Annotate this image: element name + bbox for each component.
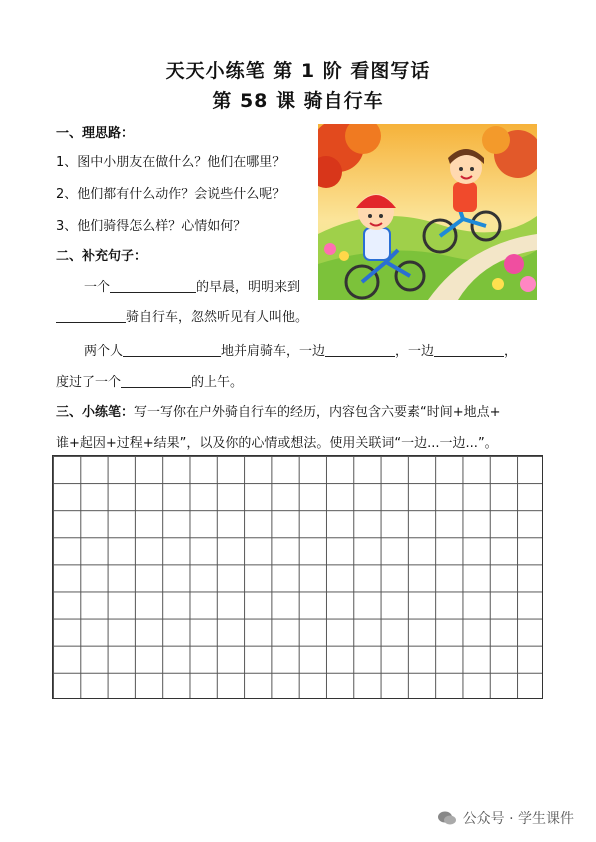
- sentence-4-part-a: 度过了一个: [56, 375, 122, 390]
- practice-text-1: 写一写你在户外骑自行车的经历，内容包含六要素“时间+地点+: [134, 405, 501, 420]
- practice-line-1: [56, 401, 501, 420]
- sentence-2: [56, 306, 308, 325]
- section-heading-practice: 三、小练笔：: [56, 405, 135, 420]
- fill-blank-3[interactable]: [123, 344, 221, 357]
- wechat-icon: [437, 810, 457, 826]
- watermark-text: 公众号 · 学生课件: [462, 811, 574, 827]
- sentence-4: [56, 371, 243, 390]
- illustration-svg: [318, 124, 537, 300]
- page-title: 天天小练笔 第 1 阶 看图写话: [165, 60, 431, 82]
- fill-blank-1[interactable]: [110, 280, 196, 293]
- sentence-2-part-a: 骑自行车，忽然听见有人叫他。: [126, 310, 309, 325]
- sentence-3-part-c: ，一边: [395, 344, 435, 359]
- sentence-3-part-d: ，: [504, 344, 518, 359]
- fill-blank-4[interactable]: [325, 344, 395, 357]
- practice-text-2: 谁+起因+过程+结果”，以及你的心情或想法。使用关联词“一边...一边...”。: [56, 436, 498, 451]
- fill-blank-6[interactable]: [121, 375, 191, 388]
- section-heading-complete: 二、补充句子：: [56, 249, 148, 264]
- question-2: 2、他们都有什么动作？会说些什么呢？: [56, 187, 286, 202]
- sentence-1-part-a: 一个: [84, 280, 111, 295]
- fill-blank-5[interactable]: [434, 344, 504, 357]
- lesson-title: 第 58 课 骑自行车: [212, 90, 384, 112]
- sentence-1-part-b: 的早晨，明明来到: [196, 280, 301, 295]
- sentence-3: [84, 340, 517, 359]
- sentence-3-part-a: 两个人: [84, 344, 124, 359]
- sentence-4-part-b: 的上午。: [191, 375, 244, 390]
- kids-cycling-illustration: [318, 124, 537, 300]
- question-3: 3、他们骑得怎么样？心情如何？: [56, 219, 247, 234]
- sentence-1: [84, 276, 300, 295]
- sentence-3-part-b: 地并肩骑车，一边: [221, 344, 326, 359]
- question-1: 1、图中小朋友在做什么？他们在哪里？: [56, 155, 286, 170]
- watermark: [437, 808, 574, 828]
- writing-grid[interactable]: [52, 455, 543, 699]
- fill-blank-2[interactable]: [56, 310, 126, 323]
- section-heading-think: 一、理思路：: [56, 126, 135, 141]
